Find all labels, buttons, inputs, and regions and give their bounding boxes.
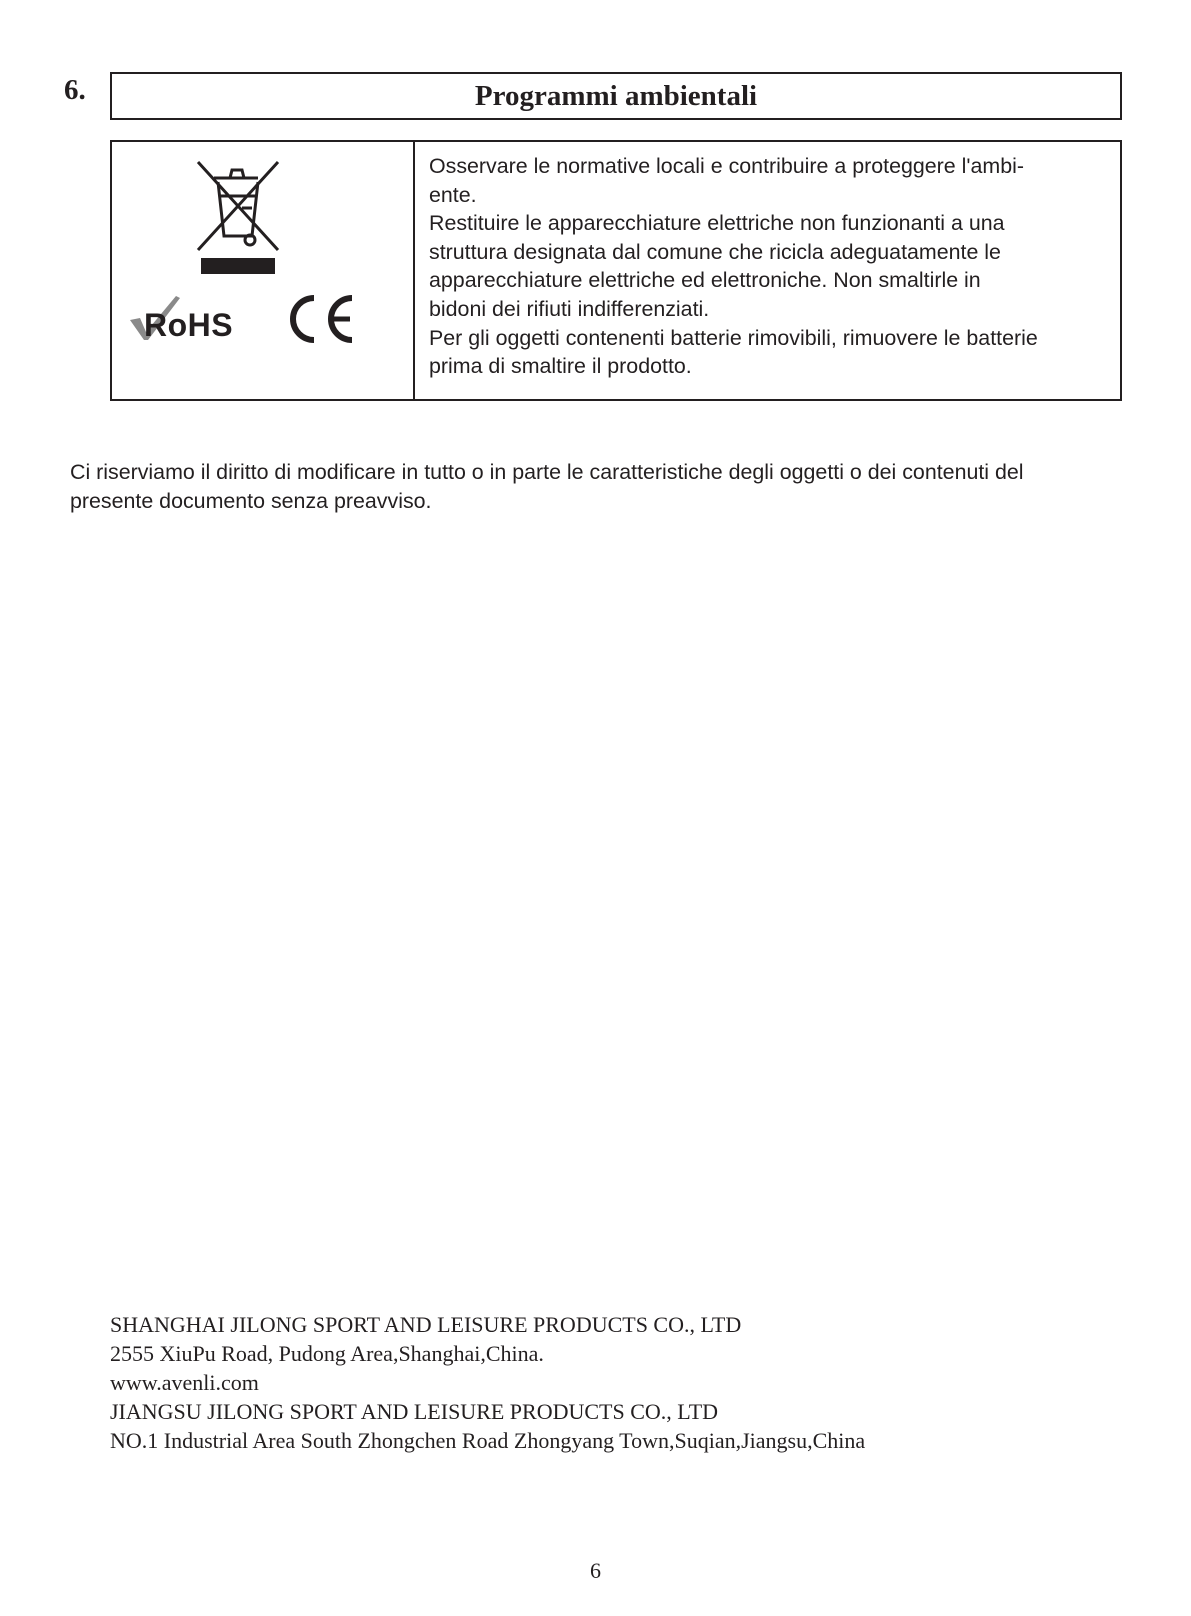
disclaimer-line: Ci riserviamo il diritto di modificare in tutto o in parte le caratteristiche degli oggetti o dei contenuti del xyxy=(70,460,1024,484)
description-line: Per gli oggetti contenenti batterie rimovibili, rimuovere le batterie xyxy=(429,325,1038,350)
crossed-out-wheelie-bin-icon xyxy=(192,158,284,254)
rohs-label: RoHS xyxy=(144,307,234,343)
section-number: 6. xyxy=(64,74,86,106)
environment-table xyxy=(110,140,1122,401)
ce-mark-icon xyxy=(282,292,362,346)
description-line: prima di smaltire il prodotto. xyxy=(429,354,692,379)
company-info xyxy=(110,1310,865,1455)
description-line: Restituire le apparecchiature elettriche non funzionanti a una xyxy=(429,211,1005,236)
company-line: JIANGSU JILONG SPORT AND LEISURE PRODUCTS CO., LTD xyxy=(110,1399,719,1424)
description-line: bidoni dei rifiuti indifferenziati. xyxy=(429,296,710,321)
description-line: struttura designata dal comune che ricicla adeguatamente le xyxy=(429,239,1001,264)
page-number: 6 xyxy=(590,1558,601,1583)
disclaimer xyxy=(70,458,1150,515)
section-title-box xyxy=(110,72,1122,120)
company-website: www.avenli.com xyxy=(110,1370,259,1395)
environment-description xyxy=(415,142,1120,399)
company-line: 2555 XiuPu Road, Pudong Area,Shanghai,China. xyxy=(110,1341,544,1366)
company-line: NO.1 Industrial Area South Zhongchen Road Zhongyang Town,Suqian,Jiangsu,China xyxy=(110,1428,866,1453)
weee-underline-bar xyxy=(201,258,275,274)
symbols-cell xyxy=(112,142,415,399)
description-line: Osservare le normative locali e contribuire a proteggere l'ambi- xyxy=(429,154,1024,178)
company-line: SHANGHAI JILONG SPORT AND LEISURE PRODUCTS CO., LTD xyxy=(110,1312,742,1337)
rohs-logo xyxy=(128,294,240,344)
description-line: ente. xyxy=(429,182,477,207)
description-line: apparecchiature elettriche ed elettroniche. Non smaltirle in xyxy=(429,268,981,293)
disclaimer-line: presente documento senza preavviso. xyxy=(70,488,432,513)
section-title: Programmi ambientali xyxy=(474,79,758,112)
ce-mark-text: CE xyxy=(322,322,324,323)
